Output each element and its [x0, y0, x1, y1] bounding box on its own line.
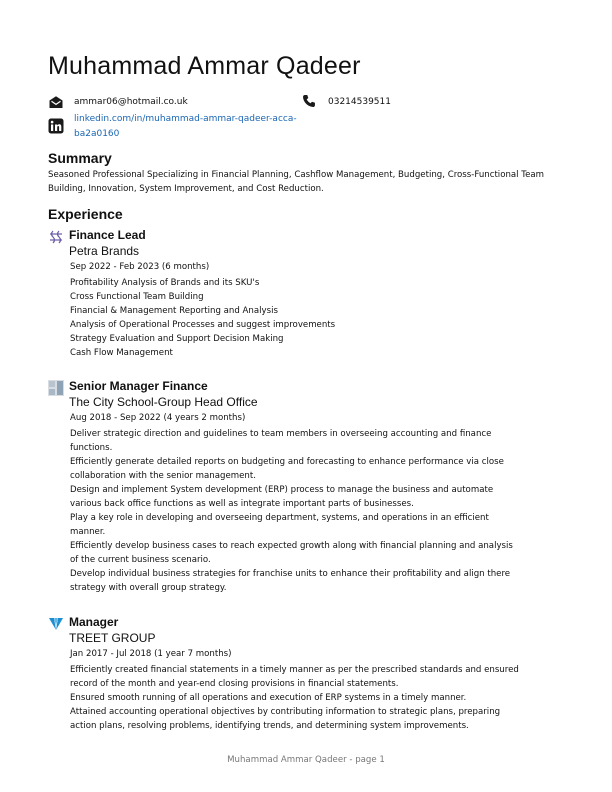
- description-line: Play a key role in developing and overseeing department, systems, and operations in an efficient: [70, 513, 489, 523]
- contact-phone: [302, 94, 422, 110]
- linkedin-icon: [48, 118, 64, 140]
- job-title: Finance Lead: [69, 228, 146, 242]
- description-line: collaboration with the senior management.: [70, 471, 256, 481]
- description-line: of the current business scenario.: [70, 555, 211, 565]
- company-logo-icon: [48, 229, 64, 245]
- job-period: Sep 2022 - Feb 2023 (6 months): [70, 262, 210, 272]
- description-line: record of the month and year-end closing provisions in financial statements.: [70, 679, 399, 689]
- linkedin-link[interactable]: linkedin.com/in/muhammad-ammar-qadeer-acca-ba2a0160: [74, 114, 297, 139]
- summary-text: Seasoned Professional Specializing in Financial Planning, Cashflow Management, Budgeting, Cross-Functional Team Building, Innovation, System Improvement, and Cost Reduction.: [48, 170, 545, 194]
- job-description: [70, 427, 535, 595]
- job-title: Senior Manager Finance: [69, 379, 208, 393]
- description-line: functions.: [70, 443, 113, 453]
- description-line: Efficiently created financial statements in a timely manner as per the prescribed standards and ensured: [70, 665, 519, 675]
- phone-number: 03214539511: [328, 97, 391, 107]
- description-line: Deliver strategic direction and guidelines to team members in overseeing accounting and finance: [70, 429, 492, 439]
- description-line: manner.: [70, 527, 106, 537]
- job-title: Manager: [69, 615, 119, 629]
- company-logo-icon: [48, 380, 64, 396]
- job-period: Jan 2017 - Jul 2018 (1 year 7 months): [70, 649, 232, 659]
- company-name: The City School-Group Head Office: [69, 395, 258, 409]
- description-line: Efficiently generate detailed reports on budgeting and forecasting to enhance performance via close: [70, 457, 504, 467]
- description-line: Efficiently develop business cases to reach expected growth along with financial planning and analysis: [70, 541, 513, 551]
- email-link[interactable]: ammar06@hotmail.co.uk: [74, 97, 188, 107]
- job-description: [70, 663, 535, 733]
- description-line: Cash Flow Management: [70, 348, 173, 358]
- company-logo-icon: [48, 616, 64, 632]
- company-name: Petra Brands: [69, 244, 140, 258]
- summary-heading: Summary: [48, 150, 112, 166]
- job-description: [70, 276, 535, 360]
- description-line: Ensured smooth running of all operations and execution of ERP systems in a timely manner.: [70, 693, 467, 703]
- description-line: strategy with overall group strategy.: [70, 583, 227, 593]
- page-footer: Muhammad Ammar Qadeer - page 1: [227, 755, 385, 765]
- description-line: action plans, resolving problems, identifying trends, and determining system improvements.: [70, 721, 469, 731]
- description-line: Attained accounting operational objectives by contributing information to strategic plans, preparing: [70, 707, 501, 717]
- phone-icon: [302, 94, 316, 114]
- description-line: Cross Functional Team Building: [70, 292, 204, 302]
- contact-linkedin: [48, 112, 318, 144]
- description-line: Develop individual business strategies for franchise units to enhance their profitability and align there: [70, 569, 511, 579]
- description-line: Strategy Evaluation and Support Decision Making: [70, 334, 284, 344]
- job-period: Aug 2018 - Sep 2022 (4 years 2 months): [70, 413, 246, 423]
- description-line: Design and implement System development (ERP) process to manage the business and automate: [70, 485, 494, 495]
- description-line: Analysis of Operational Processes and suggest improvements: [70, 320, 336, 330]
- experience-heading: Experience: [48, 206, 123, 222]
- description-line: Profitability Analysis of Brands and its SKU's: [70, 278, 260, 288]
- description-line: various back office functions as well as integrate important parts of businesses.: [70, 499, 414, 509]
- description-line: Financial & Management Reporting and Analysis: [70, 306, 278, 316]
- contact-email: [48, 94, 278, 110]
- candidate-name: Muhammad Ammar Qadeer: [48, 52, 361, 80]
- company-name: TREET GROUP: [69, 631, 156, 645]
